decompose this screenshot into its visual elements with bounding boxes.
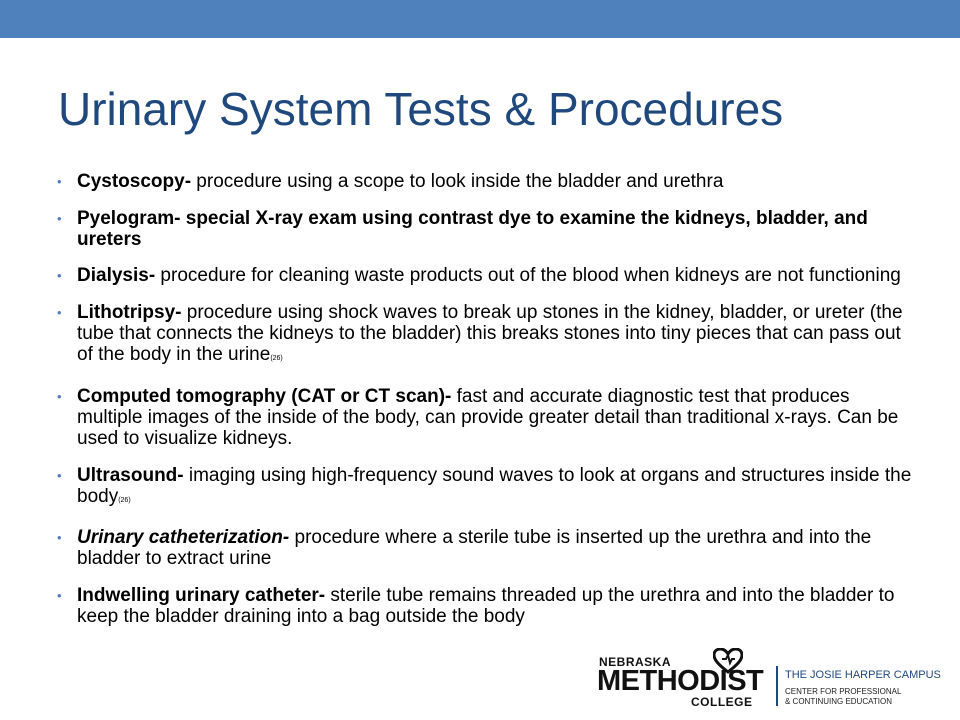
definition: procedure for cleaning waste products out of the blood when kidneys are not functioning bbox=[155, 265, 901, 286]
bullet-list bbox=[57, 171, 917, 643]
term-ultrasound: Ultrasound- bbox=[77, 465, 184, 486]
list-item bbox=[57, 302, 917, 369]
bullet-marker: • bbox=[57, 588, 62, 603]
bullet-marker: • bbox=[57, 389, 62, 404]
logo-campus-name: THE JOSIE HARPER CAMPUS bbox=[785, 669, 941, 681]
list-item bbox=[57, 208, 917, 250]
definition: procedure using shock waves to break up stones in the kidney, bladder, or ureter (the tube that connects the kidneys to the bladder) this breaks stones into tiny pieces that can pass out of the body in the urine bbox=[77, 302, 903, 365]
reference-marker: (26) bbox=[118, 497, 131, 504]
top-accent-bar bbox=[0, 0, 960, 38]
definition: sterile tube remains threaded up the urethra and into the bladder to keep the bladder draining into a bag outside the body bbox=[77, 585, 895, 627]
logo-center-line2: & CONTINUING EDUCATION bbox=[785, 697, 892, 706]
bullet-marker: • bbox=[57, 305, 62, 320]
definition: procedure using a scope to look inside the bladder and urethra bbox=[191, 171, 724, 192]
logo-line-methodist: METHODIST bbox=[597, 665, 764, 697]
list-item bbox=[57, 465, 917, 511]
definition: procedure where a sterile tube is inserted up the urethra and into the bladder to extract urine bbox=[77, 527, 872, 569]
term-indwelling-catheter: Indwelling urinary catheter- bbox=[77, 585, 326, 606]
bullet-marker: • bbox=[57, 268, 62, 283]
reference-marker: (26) bbox=[270, 355, 283, 362]
logo-line-nebraska: NEBRASKA bbox=[599, 655, 672, 669]
term-cystoscopy: Cystoscopy- bbox=[77, 171, 192, 192]
bullet-marker: • bbox=[57, 468, 62, 483]
bullet-marker: • bbox=[57, 211, 62, 226]
list-item bbox=[57, 585, 917, 627]
logo-center-line1: CENTER FOR PROFESSIONAL bbox=[785, 687, 902, 696]
term-computed-tomography: Computed tomography (CAT or CT scan)- bbox=[77, 386, 452, 407]
term-dialysis: Dialysis- bbox=[77, 265, 156, 286]
list-item bbox=[57, 386, 917, 449]
term-pyelogram: Pyelogram- special X-ray exam using contrast dye to examine the kidneys, bladder, and ureters bbox=[77, 208, 868, 250]
slide-title: Urinary System Tests & Procedures bbox=[58, 83, 784, 135]
bullet-marker: • bbox=[57, 174, 62, 189]
list-item bbox=[57, 265, 917, 286]
list-item bbox=[57, 527, 917, 569]
logo-line-college: COLLEGE bbox=[691, 695, 753, 709]
list-item bbox=[57, 171, 917, 192]
term-urinary-catheterization: Urinary catheterization- bbox=[77, 527, 290, 548]
logo-divider bbox=[776, 666, 778, 706]
definition: fast and accurate diagnostic test that produces multiple images of the inside of the body, can provide greater detail than traditional x-rays. Can be used to visualize kidneys. bbox=[77, 386, 899, 449]
logo-center-name bbox=[785, 687, 901, 707]
college-logo bbox=[597, 648, 942, 710]
bullet-marker: • bbox=[57, 530, 62, 545]
definition: imaging using high-frequency sound waves to look at organs and structures inside the body bbox=[77, 465, 912, 507]
term-lithotripsy: Lithotripsy- bbox=[77, 302, 182, 323]
